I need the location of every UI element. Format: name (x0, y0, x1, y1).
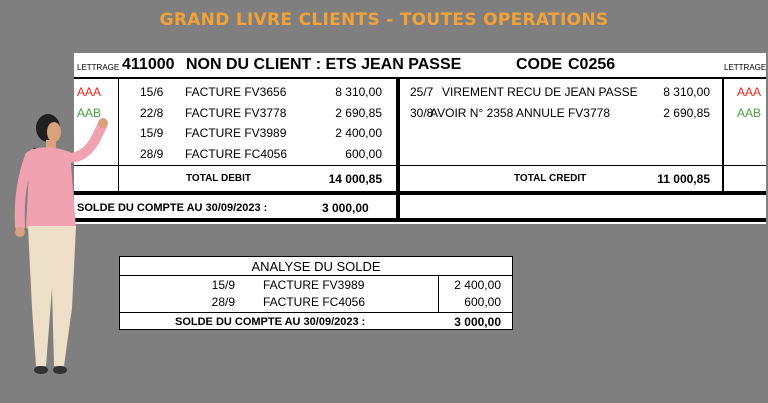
credit-label: VIREMENT RECU DE JEAN PASSE (442, 85, 638, 99)
debit-label: FACTURE FV3656 (185, 85, 287, 99)
debit-amount: 2 400,00 (335, 126, 382, 140)
total-debit-label: TOTAL DEBIT (186, 173, 251, 184)
analysis-label: FACTURE FV3989 (263, 278, 365, 292)
debit-date: 15/9 (140, 126, 164, 140)
total-credit-label: TOTAL CREDIT (514, 173, 587, 184)
analysis-date: 15/9 (211, 278, 235, 292)
analysis-header-rule (119, 275, 513, 276)
credit-date: 30/8 (410, 106, 434, 120)
lettrage-header-right: LETTRAGE (724, 63, 767, 72)
debit-amount: 2 690,85 (335, 106, 382, 120)
total-debit-value: 14 000,85 (328, 172, 382, 186)
analysis-solde-value: 3 000,00 (454, 315, 501, 329)
debit-amount: 8 310,00 (335, 85, 382, 99)
balance-analysis-table (119, 256, 513, 330)
code-label: CODE (516, 56, 563, 73)
credit-amount: 8 310,00 (663, 85, 710, 99)
debit-label: FACTURE FV3778 (185, 106, 287, 120)
debit-date: 22/8 (140, 106, 164, 120)
analysis-title: ANALYSE DU SOLDE (251, 259, 381, 274)
header-rule (74, 77, 766, 79)
analysis-amount: 2 400,00 (454, 278, 501, 292)
totals-top-rule (74, 165, 766, 166)
total-credit-value: 11 000,85 (657, 172, 710, 186)
client-code: C0256 (568, 56, 616, 73)
account-number: 411000 (122, 56, 175, 73)
solde-label: SOLDE DU COMPTE AU 30/09/2023 : (77, 202, 268, 214)
client-ledger (74, 53, 766, 224)
lettrage-column-rule-right (722, 79, 724, 193)
analysis-date: 28/9 (211, 295, 235, 309)
credit-label: AVOIR N° 2358 ANNULE FV3778 (430, 106, 610, 120)
lettrage-code: AAA (77, 85, 102, 99)
solde-bottom-rule (74, 218, 766, 222)
debit-date: 28/9 (140, 147, 164, 161)
lettrage-column-rule-left (118, 79, 119, 193)
analysis-total-rule (119, 312, 513, 313)
credit-amount: 2 690,85 (663, 106, 710, 120)
analysis-amount: 600,00 (464, 295, 501, 309)
debit-date: 15/6 (140, 85, 164, 99)
solde-value: 3 000,00 (322, 201, 369, 215)
credit-date: 25/7 (410, 85, 434, 99)
page-title: GRAND LIVRE CLIENTS - TOUTES OPERATIONS (159, 10, 609, 30)
debit-label: FACTURE FV3989 (185, 126, 287, 140)
totals-bottom-rule (74, 191, 766, 195)
debit-label: FACTURE FC4056 (185, 147, 288, 161)
lettrage-code: AAA (737, 85, 762, 99)
analysis-solde-label: SOLDE DU COMPTE AU 30/09/2023 : (175, 316, 366, 328)
lettrage-code: AAB (737, 106, 762, 120)
center-rule (396, 79, 400, 221)
presenter-illustration (6, 108, 112, 383)
analysis-label: FACTURE FC4056 (263, 295, 366, 309)
debit-amount: 600,00 (345, 147, 382, 161)
lettrage-code: AAB (77, 106, 102, 120)
lettrage-header-left: LETTRAGE (77, 63, 120, 72)
client-name: NON DU CLIENT : ETS JEAN PASSE (186, 56, 462, 73)
